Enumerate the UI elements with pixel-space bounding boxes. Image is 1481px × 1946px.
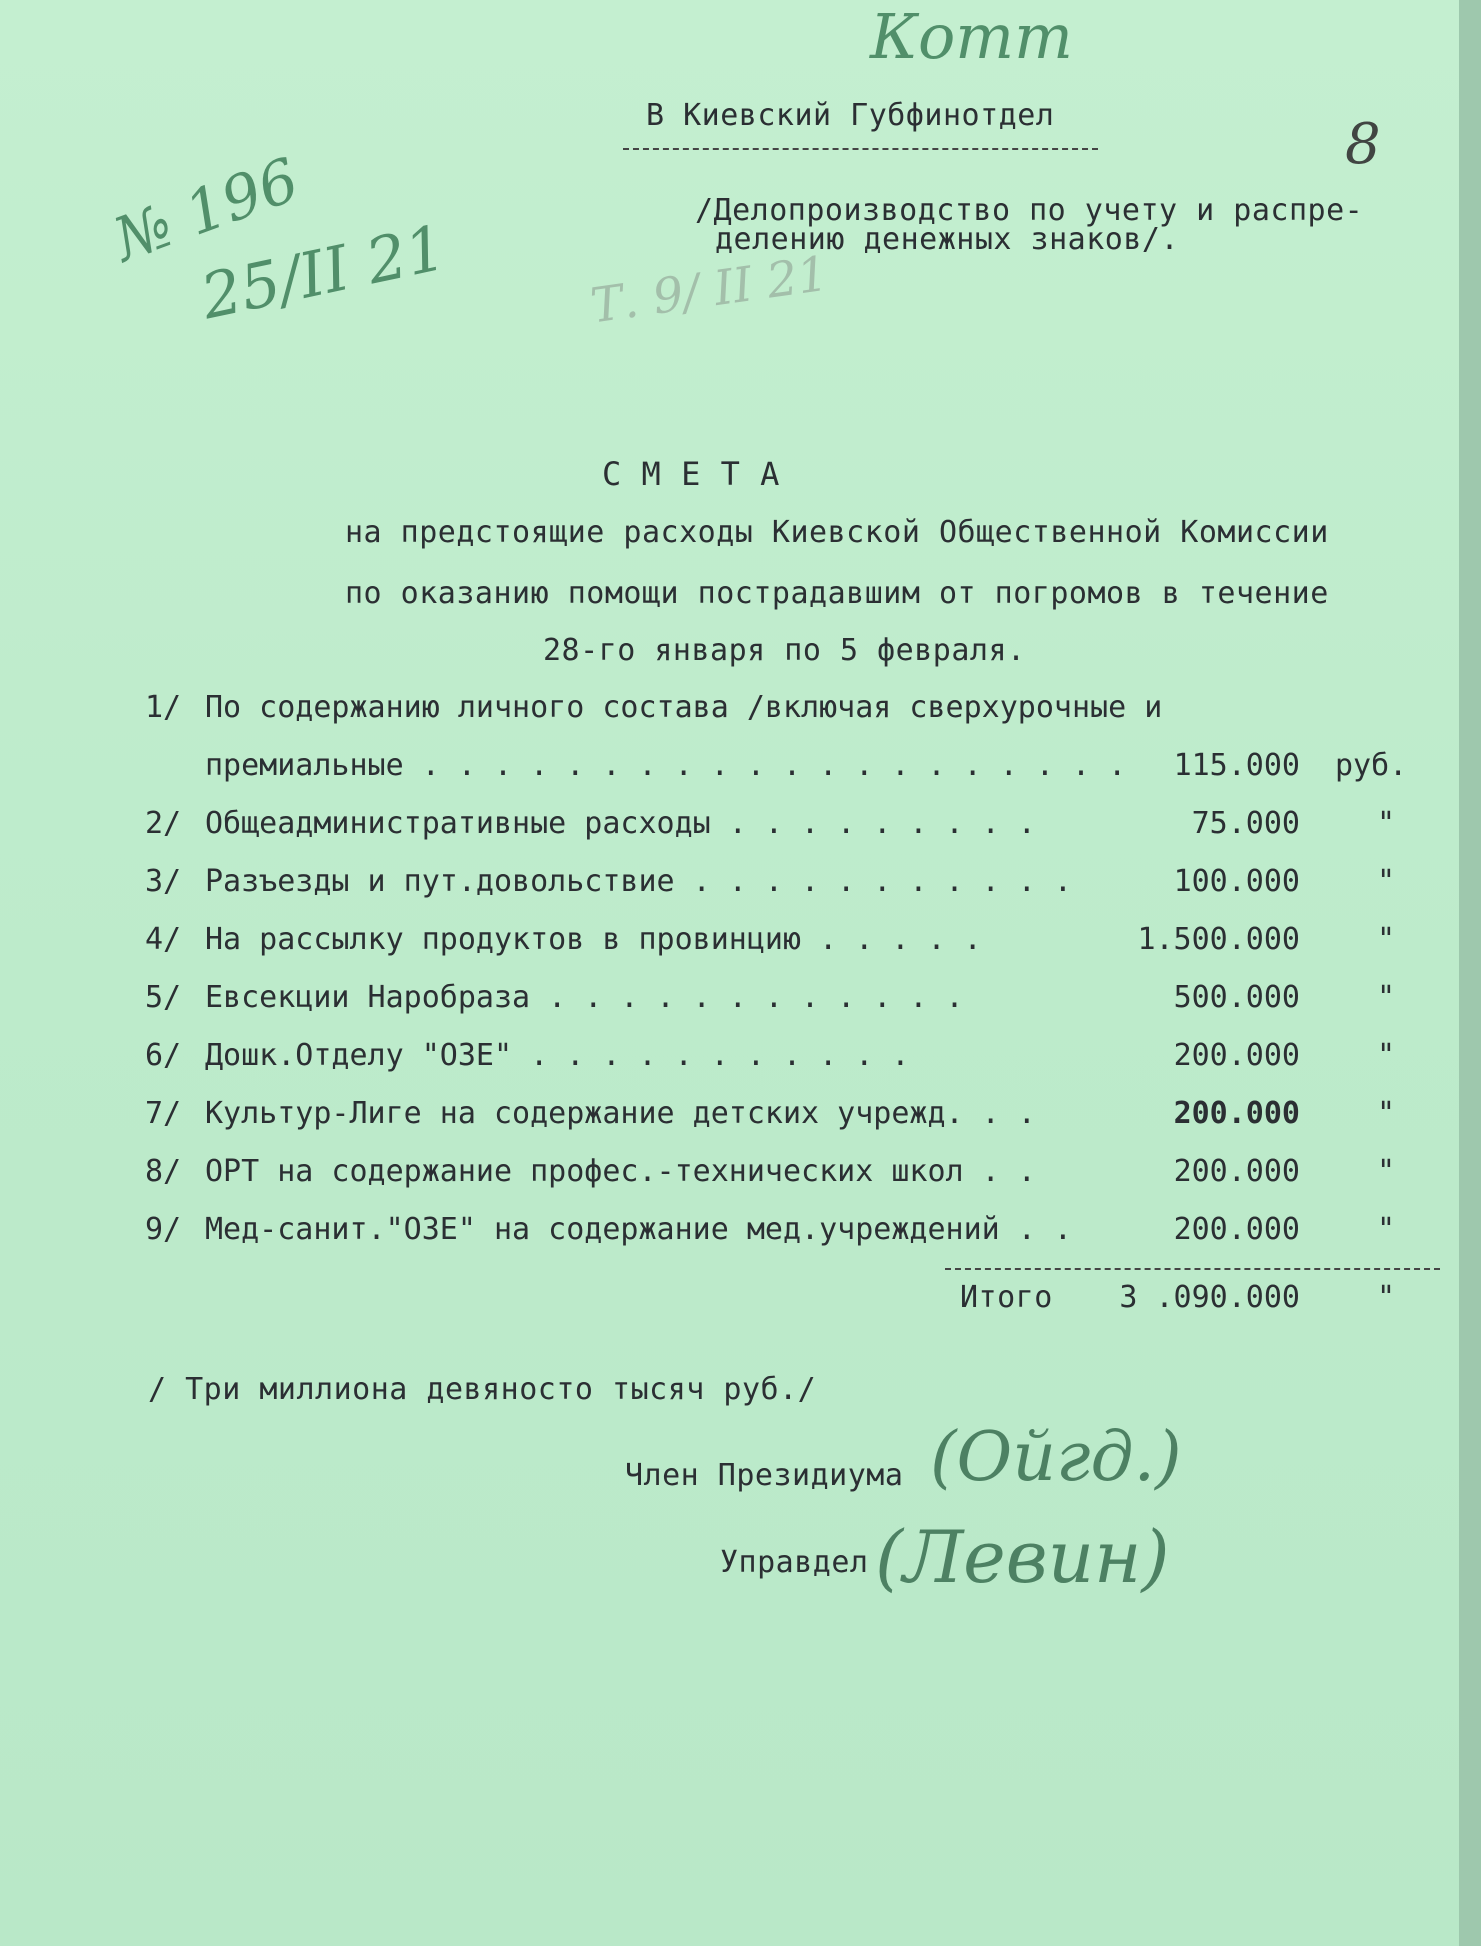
item-unit: "	[1376, 1038, 1395, 1073]
item-amount: 200.000	[1173, 1096, 1300, 1131]
item-number: 7/	[145, 1096, 182, 1131]
expense-item-9	[145, 1212, 1395, 1252]
item-number: 6/	[145, 1038, 182, 1073]
item-description: Культур-Лиге на содержание детских учрежд. . .	[205, 1096, 1036, 1131]
total-amount: 3 .090.000	[1119, 1280, 1300, 1315]
item-amount: 100.000	[1173, 864, 1300, 899]
department-line: /Делопроизводство по учету и распре-	[695, 193, 1364, 228]
item-amount: 500.000	[1173, 980, 1300, 1015]
expense-item-2	[145, 806, 1395, 846]
item-number: 5/	[145, 980, 182, 1015]
total-separator	[945, 1268, 1440, 1270]
item-unit: "	[1376, 1212, 1395, 1247]
item-number: 1/	[145, 690, 182, 725]
stamp-number: № 196	[105, 144, 308, 276]
member-label: Член Президиума	[625, 1458, 904, 1493]
document-title: С М Е Т А	[602, 455, 780, 493]
item-unit: "	[1376, 1096, 1395, 1131]
subtitle-line-2: по оказанию помощи пострадавшим от погромов в течение	[345, 576, 1329, 611]
stamp-date: 25/II 21	[195, 210, 453, 334]
item-amount: 1.500.000	[1137, 922, 1300, 957]
item-description-cont: премиальные . . . . . . . . . . . . . . . . . . . .	[205, 748, 1127, 783]
item-amount: 200.000	[1173, 1154, 1300, 1189]
item-number: 9/	[145, 1212, 182, 1247]
item-unit: "	[1376, 922, 1395, 957]
item-amount: 75.000	[1191, 806, 1300, 841]
page-edge	[1459, 0, 1481, 1946]
item-unit: "	[1376, 864, 1395, 899]
item-number: 3/	[145, 864, 182, 899]
subtitle-line-3: 28-го января по 5 февраля.	[543, 633, 1026, 668]
manager-signature: (Левин)	[875, 1515, 1170, 1599]
member-signature: (Ойгд.)	[930, 1418, 1182, 1497]
item-description: Общеадминистративные расходы . . . . . . . . .	[205, 806, 1036, 841]
item-number: 8/	[145, 1154, 182, 1189]
item-description: Разъезды и пут.довольствие . . . . . . . . . . .	[205, 864, 1072, 899]
subtitle-line-1: на предстоящие расходы Киевской Общественной Комиссии	[345, 515, 1329, 550]
manager-label: Управдел	[720, 1545, 869, 1580]
item-unit: руб.	[1335, 748, 1408, 783]
expense-item-1-cont	[145, 748, 1408, 788]
expense-item-5	[145, 980, 1395, 1020]
expense-item-1	[145, 690, 1395, 730]
total-unit: "	[1376, 1280, 1395, 1315]
expense-item-7	[145, 1096, 1395, 1136]
item-unit: "	[1376, 980, 1395, 1015]
faint-note: Т. 9/ II 21	[587, 245, 832, 335]
expense-item-3	[145, 864, 1395, 904]
item-description: На рассылку продуктов в провинцию . . . . .	[205, 922, 982, 957]
item-number: 2/	[145, 806, 182, 841]
page-number: 8	[1345, 112, 1381, 177]
item-unit: "	[1376, 1154, 1395, 1189]
expense-item-8	[145, 1154, 1395, 1194]
item-amount: 115.000	[1173, 748, 1300, 783]
item-description: Мед-санит."ОЗЕ" на содержание мед.учреждений . .	[205, 1212, 1072, 1247]
item-description: ОРТ на содержание профес.-технических школ . .	[205, 1154, 1036, 1189]
item-amount: 200.000	[1173, 1212, 1300, 1247]
total-row	[145, 1280, 1395, 1320]
total-in-words: / Три миллиона девяносто тысяч руб./	[148, 1372, 817, 1407]
department-line-2: делению денежных знаков/.	[715, 222, 1180, 257]
item-unit: "	[1376, 806, 1395, 841]
expense-item-6	[145, 1038, 1395, 1078]
item-amount: 200.000	[1173, 1038, 1300, 1073]
item-description: Евсекции Наробраза . . . . . . . . . . . .	[205, 980, 964, 1015]
handwritten-top-mark: Котт	[870, 0, 1073, 73]
recipient-line: В Киевский Губфинотдел	[646, 98, 1055, 133]
recipient-underline	[623, 148, 1098, 150]
total-label: Итого	[960, 1280, 1053, 1315]
item-description: Дошк.Отделу "ОЗЕ" . . . . . . . . . . .	[205, 1038, 910, 1073]
item-number: 4/	[145, 922, 182, 957]
expense-item-4	[145, 922, 1395, 962]
item-description: По содержанию личного состава /включая сверхурочные и	[205, 690, 1163, 725]
